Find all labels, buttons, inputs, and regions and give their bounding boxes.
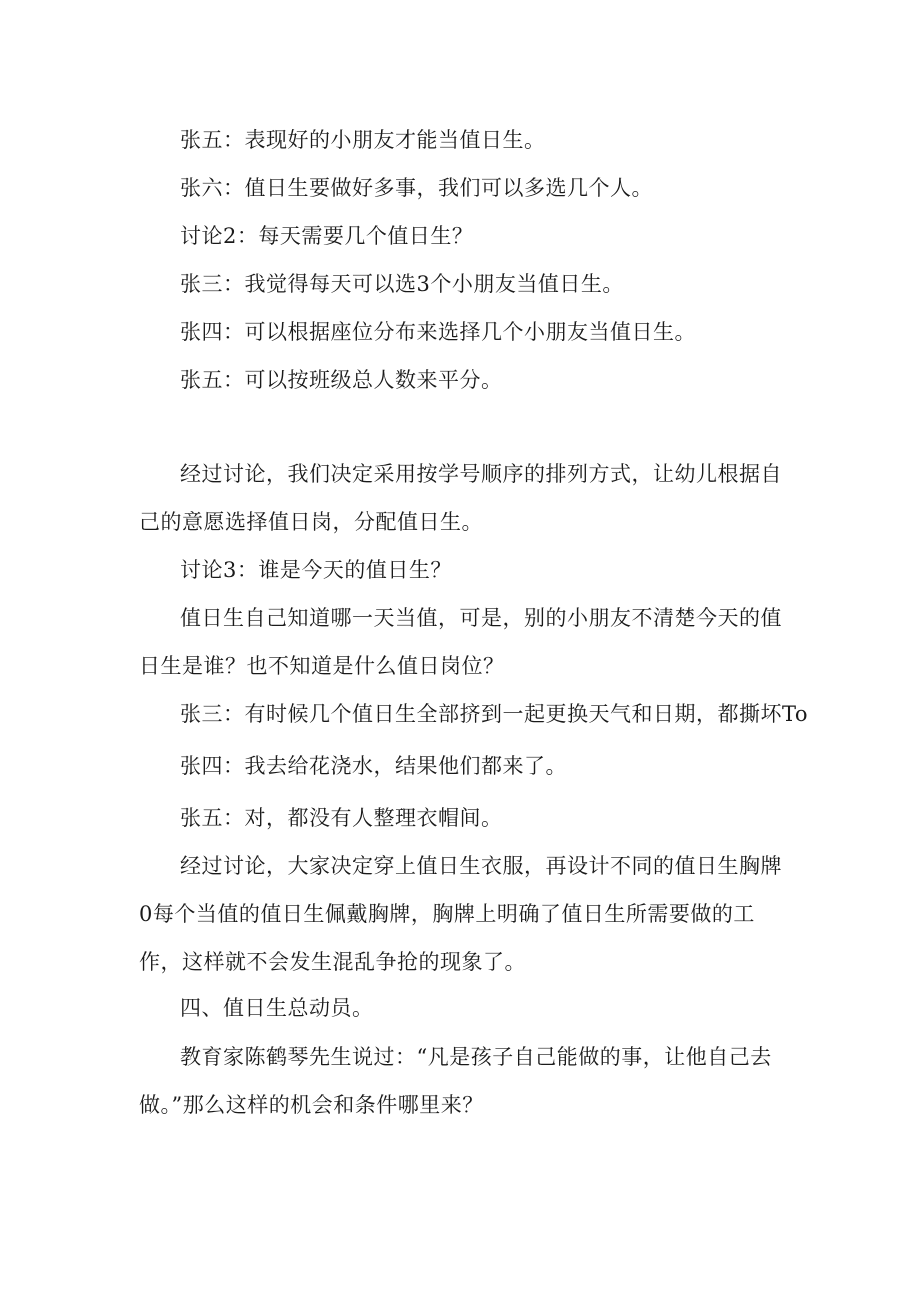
paragraph-8: 讨论3：谁是今天的值日生？ <box>180 558 452 582</box>
paragraph-7: 经过讨论，我们决定采用按学号顺序的排列方式，让幼儿根据自己的意愿选择值日岗，分配值日生。 <box>139 462 782 534</box>
paragraph-6: 张五：可以按班级总人数来平分。 <box>180 368 503 392</box>
paragraph-11: 张四：我去给花浇水，结果他们都来了。 <box>180 754 567 778</box>
paragraph-2: 张六：值日生要做好多事，我们可以多选几个人。 <box>180 176 653 200</box>
paragraph-1: 张五：表现好的小朋友才能当值日生。 <box>180 128 546 152</box>
paragraph-15: 教育家陈鹤琴先生说过：“凡是孩子自己能做的事，让他自己去做。”那么这样的机会和条件哪里来？ <box>139 1045 772 1117</box>
paragraph-5: 张四：可以根据座位分布来选择几个小朋友当值日生。 <box>180 320 696 344</box>
paragraph-10: 张三：有时候几个值日生全部挤到一起更换天气和日期，都撕坏To <box>180 702 809 726</box>
paragraph-4: 张三：我觉得每天可以选3个小朋友当值日生。 <box>180 272 624 296</box>
paragraph-13: 经过讨论，大家决定穿上值日生衣服，再设计不同的值日生胸牌0每个当值的值日生佩戴胸牌，胸牌上明确了值日生所需要做的工作，这样就不会发生混乱争抢的现象了。 <box>139 854 782 974</box>
paragraph-3: 讨论2：每天需要几个值日生？ <box>180 224 474 248</box>
paragraph-12: 张五：对，都没有人整理衣帽间。 <box>180 806 503 830</box>
paragraph-9: 值日生自己知道哪一天当值，可是，别的小朋友不清楚今天的值日生是谁？也不知道是什么值日岗位？ <box>139 606 782 678</box>
paragraph-14: 四、值日生总动员。 <box>180 996 374 1020</box>
